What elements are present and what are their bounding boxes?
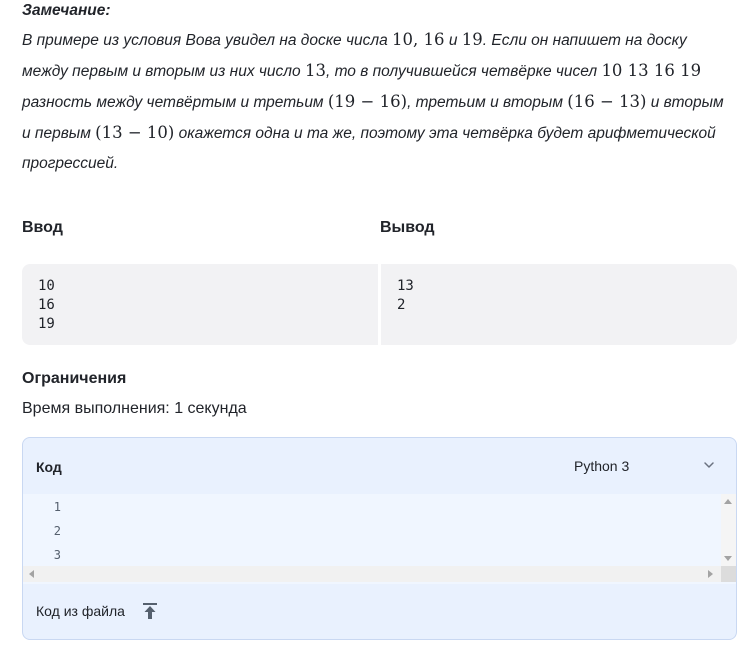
scrollbar-corner [721, 566, 736, 582]
chevron-down-icon [703, 459, 715, 471]
time-limit: Время выполнения: 1 секунда [22, 400, 247, 417]
output-label: Вывод [380, 219, 435, 236]
sample-input-line: 10 [38, 278, 55, 294]
note-block [22, 0, 732, 179]
scroll-up-arrow-icon[interactable] [724, 499, 732, 504]
code-input-area[interactable] [69, 494, 719, 566]
note-text-segment: прогрессией. [22, 155, 119, 172]
sample-input-line: 16 [38, 297, 55, 313]
line-number: 1 [53, 500, 61, 514]
note-text-segment: . Если он напишет на доску [482, 32, 687, 49]
math-expression: 10 13 16 19 [601, 61, 702, 80]
upload-from-file-label: Код из файла [36, 603, 125, 619]
note-text-segment: , то в получившейся четвёрке чисел [325, 63, 602, 80]
note-text-segment: разность между четвёртым и третьим [22, 94, 328, 111]
note-line [22, 25, 732, 56]
note-text-segment: В примере из условия Вова увидел на доске числа [22, 32, 393, 49]
note-text-segment: , третьим и вторым [407, 94, 568, 111]
scroll-down-arrow-icon[interactable] [724, 556, 732, 561]
math-expression: 19 [461, 30, 483, 49]
sample-output-line: 2 [397, 297, 406, 313]
math-expression: 10, 16 [392, 30, 445, 49]
code-editor[interactable] [23, 494, 736, 584]
sample-output [381, 264, 737, 345]
note-text-segment: между первым и вторым из них число [22, 63, 305, 80]
sample-output-line: 13 [397, 278, 414, 294]
note-text-segment: и первым [22, 125, 96, 142]
note-text-segment: окажется одна и та же, поэтому эта четвёрка будет арифметической [174, 125, 716, 142]
math-expression: 13 [304, 61, 326, 80]
note-text-segment: и [444, 32, 462, 49]
language-select[interactable] [574, 457, 719, 479]
sample-input-line: 19 [38, 316, 55, 332]
note-text [22, 25, 732, 179]
input-label: Ввод [22, 219, 63, 236]
note-line [22, 87, 732, 118]
code-panel [22, 437, 737, 640]
note-line [22, 56, 732, 87]
line-number: 2 [53, 524, 61, 538]
line-number-gutter [23, 494, 63, 566]
code-label: Код [36, 459, 62, 475]
vertical-scrollbar[interactable] [721, 494, 736, 566]
math-expression: (16 − 13) [567, 92, 647, 111]
sample-input [22, 264, 378, 345]
math-expression: (19 − 16) [327, 92, 408, 111]
note-text-segment: и вторым [646, 94, 724, 111]
horizontal-scrollbar[interactable] [23, 566, 721, 582]
scroll-left-arrow-icon[interactable] [29, 570, 34, 578]
note-line [22, 118, 732, 149]
line-number: 3 [53, 548, 61, 562]
note-line [22, 149, 732, 179]
upload-icon [142, 602, 158, 620]
note-title: Замечание: [22, 2, 111, 19]
scroll-right-arrow-icon[interactable] [708, 570, 713, 578]
math-expression: (13 − 10) [95, 123, 175, 142]
limits-title: Ограничения [22, 370, 127, 387]
language-select-value: Python 3 [574, 458, 630, 474]
